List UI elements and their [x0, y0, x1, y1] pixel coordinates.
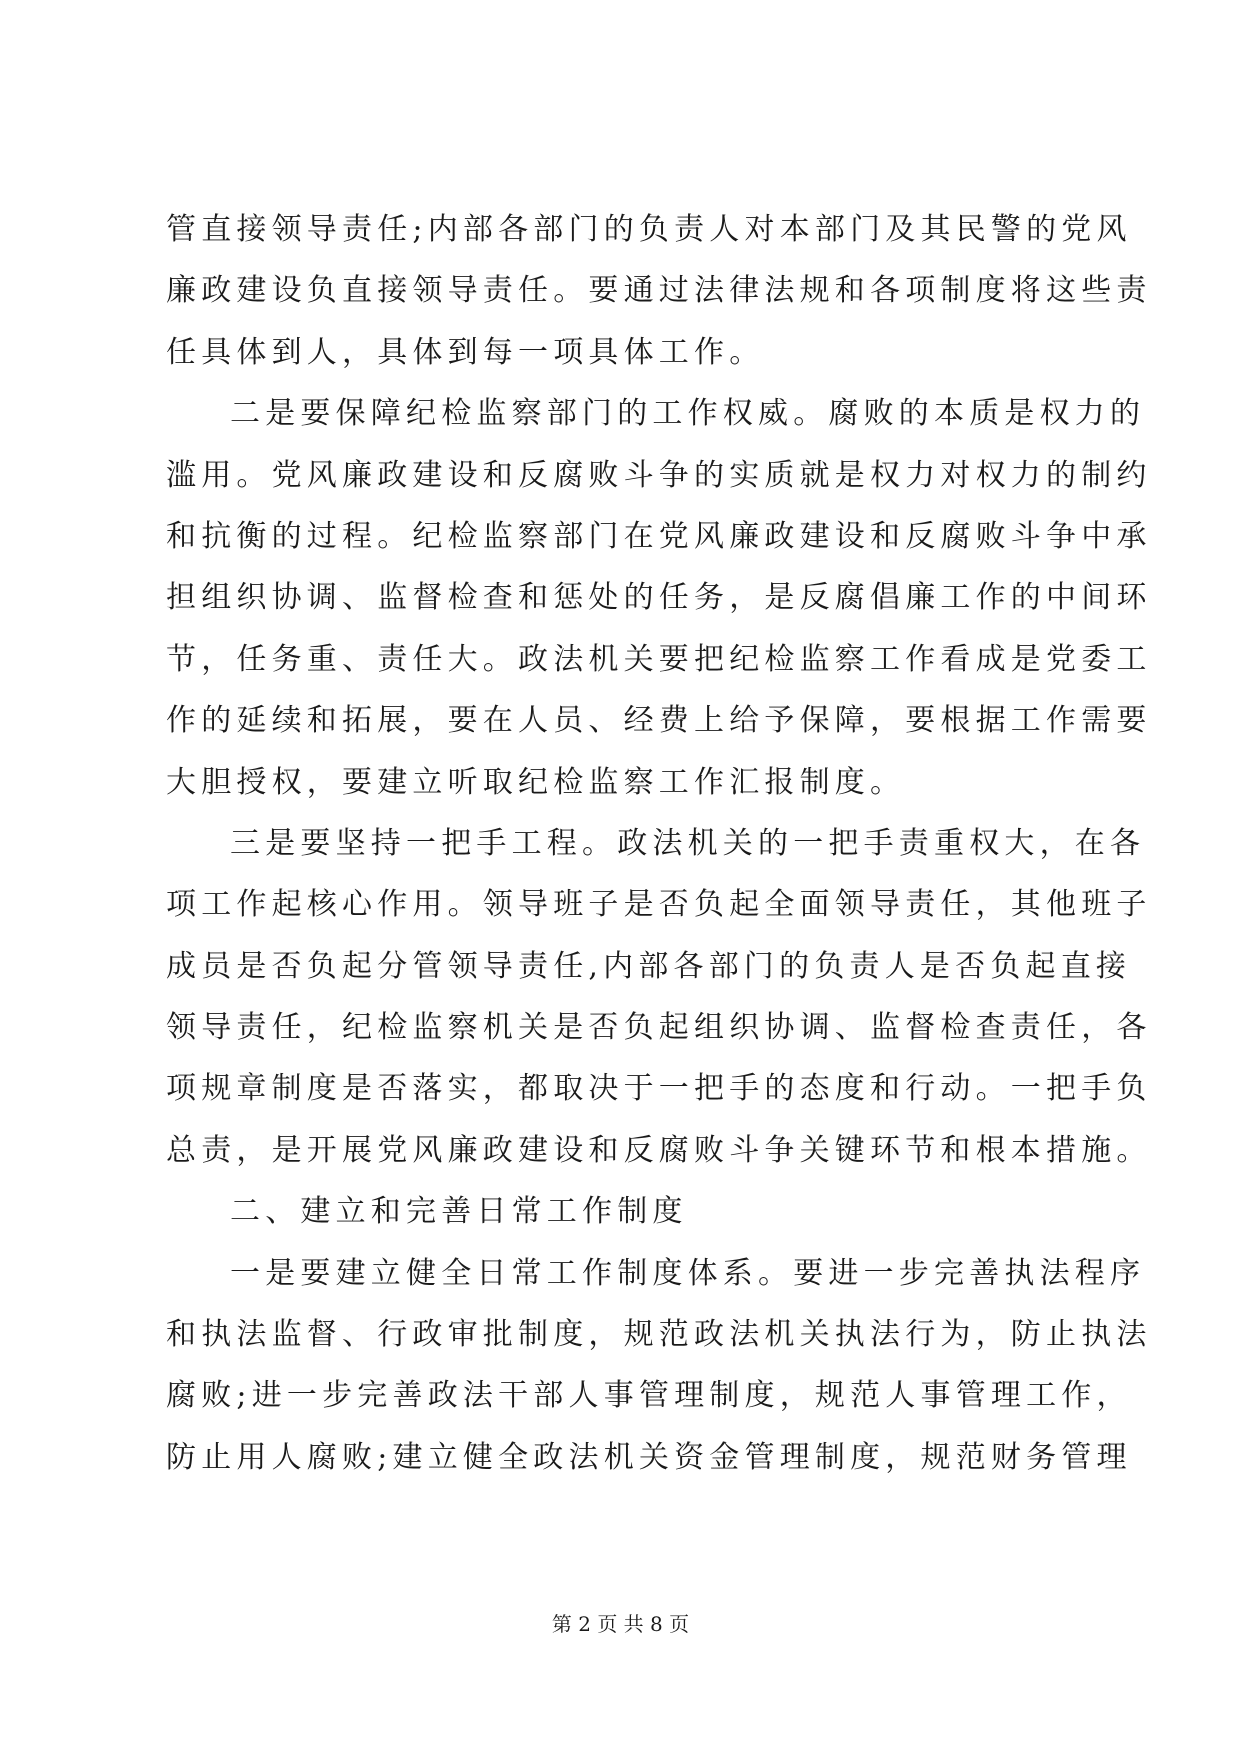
- text-line: 滥用。党风廉政建设和反腐败斗争的实质就是权力对权力的制约: [166, 457, 1152, 493]
- text-line: 领导责任，纪检监察机关是否负起组织协调、监督检查责任，各: [166, 1010, 1152, 1046]
- text-line: 成员是否负起分管领导责任,内部各部门的负责人是否负起直接: [166, 948, 1132, 984]
- text-line: 三是要坚持一把手工程。政法机关的一把手责重权大，在各: [230, 825, 1146, 861]
- text-line: 二是要保障纪检监察部门的工作权威。腐败的本质是权力的: [230, 396, 1146, 432]
- text-line: 任具体到人，具体到每一项具体工作。: [166, 334, 765, 370]
- text-line: 和执法监督、行政审批制度，规范政法机关执法行为，防止执法: [166, 1317, 1152, 1353]
- text-line: 防止用人腐败;建立健全政法机关资金管理制度，规范财务管理: [166, 1439, 1132, 1475]
- text-line: 和抗衡的过程。纪检监察部门在党风廉政建设和反腐败斗争中承: [166, 518, 1152, 554]
- text-line: 腐败;进一步完善政法干部人事管理制度，规范人事管理工作，: [166, 1378, 1132, 1414]
- text-line: 廉政建设负直接领导责任。要通过法律法规和各项制度将这些责: [166, 273, 1152, 309]
- text-line: 作的延续和拓展，要在人员、经费上给予保障，要根据工作需要: [166, 703, 1152, 739]
- text-line: 大胆授权，要建立听取纪检监察工作汇报制度。: [166, 764, 906, 800]
- text-line: 项规章制度是否落实，都取决于一把手的态度和行动。一把手负: [166, 1071, 1152, 1107]
- text-line: 二、建立和完善日常工作制度: [230, 1194, 688, 1230]
- text-line: 项工作起核心作用。领导班子是否负起全面领导责任，其他班子: [166, 887, 1152, 923]
- text-line: 节，任务重、责任大。政法机关要把纪检监察工作看成是党委工: [166, 641, 1152, 677]
- text-line: 总责，是开展党风廉政建设和反腐败斗争关键环节和根本措施。: [166, 1132, 1152, 1168]
- body-text: [166, 199, 1152, 1488]
- text-line: 担组织协调、监督检查和惩处的任务，是反腐倡廉工作的中间环: [166, 580, 1152, 616]
- text-line: 管直接领导责任;内部各部门的负责人对本部门及其民警的党风: [166, 212, 1132, 247]
- page-footer: 第 2 页 共 8 页: [551, 1612, 690, 1636]
- text-line: 一是要建立健全日常工作制度体系。要进一步完善执法程序: [230, 1255, 1146, 1291]
